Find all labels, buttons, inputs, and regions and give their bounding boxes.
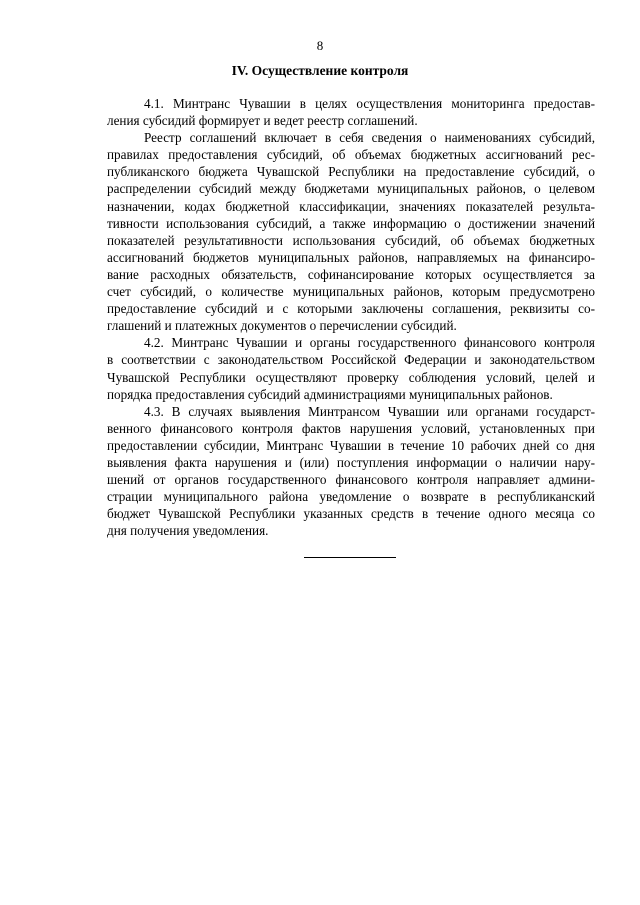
paragraph-registry <box>107 129 595 334</box>
text-line: показателей результативности использования субсидий, об объемах бюджетных <box>107 232 595 248</box>
text-line: тивности использования субсидий, а также информацию о достижении значений <box>107 215 595 231</box>
text-line: в соответствии с законодательством Российской Федерации и законодательством <box>107 352 595 368</box>
text-line: 4.3. В случаях выявления Минтрансом Чувашии или органами государст- <box>144 403 595 419</box>
text-line: страции муниципального района уведомление о возврате в республиканский <box>107 489 595 505</box>
text-line: публиканского бюджета Чувашской Республики на предоставление субсидий, о <box>107 164 595 180</box>
text-line: шений от органов государственного финансового контроля направляет админи- <box>107 472 595 488</box>
paragraph-4-1 <box>107 95 595 129</box>
text-line: предоставление субсидий и с которыми заключены соглашения, реквизиты со- <box>107 301 595 317</box>
paragraph-4-3 <box>107 403 595 540</box>
text-line: вание расходных обязательств, софинансирование которых осуществляется за <box>107 266 595 282</box>
text-line: выявления факта нарушения и (или) поступления информации о наличии нару- <box>107 454 595 470</box>
text-line: 4.1. Минтранс Чувашии в целях осуществления мониторинга предостав- <box>144 96 595 111</box>
text-line: 4.2. Минтранс Чувашии и органы государственного финансового контроля <box>144 335 595 351</box>
text-line: счет субсидий, о количестве муниципальных районов, которым предусмотрено <box>107 284 595 300</box>
text-line: ления субсидий формирует и ведет реестр соглашений. <box>107 113 418 129</box>
section-title: IV. Осуществление контроля <box>231 63 409 78</box>
text-line: правилах предоставления субсидий, об объемах бюджетных ассигнований рес- <box>107 147 595 163</box>
end-divider-line <box>304 557 396 558</box>
page-number: 8 <box>316 38 324 53</box>
text-line: бюджет Чувашской Республики указанных средств в течение одного месяца со <box>107 506 595 522</box>
text-line: Реестр соглашений включает в себя сведения о наименованиях субсидий, <box>144 130 595 146</box>
text-line: ассигнований бюджетов муниципальных районов, направляемых на финансиро- <box>107 249 595 265</box>
text-line: предоставлении субсидии, Минтранс Чувашии в течение 10 рабочих дней со дня <box>107 437 595 453</box>
text-line: глашений и платежных документов о перечислении субсидий. <box>107 318 457 334</box>
text-line: порядка предоставления субсидий администрациями муниципальных районов. <box>107 386 553 402</box>
text-line: Чувашской Республики осуществляют проверку соблюдения условий, целей и <box>107 369 595 385</box>
text-line: венного финансового контроля фактов нарушения условий, установленных при <box>107 420 595 436</box>
text-line: назначении, кодах бюджетной классификации, значениях показателей результа- <box>107 198 595 214</box>
body-text <box>107 95 595 539</box>
paragraph-4-2 <box>107 334 595 402</box>
text-line: дня получения уведомления. <box>107 523 269 539</box>
text-line: распределении субсидий между бюджетами муниципальных районов, о целевом <box>107 181 595 197</box>
